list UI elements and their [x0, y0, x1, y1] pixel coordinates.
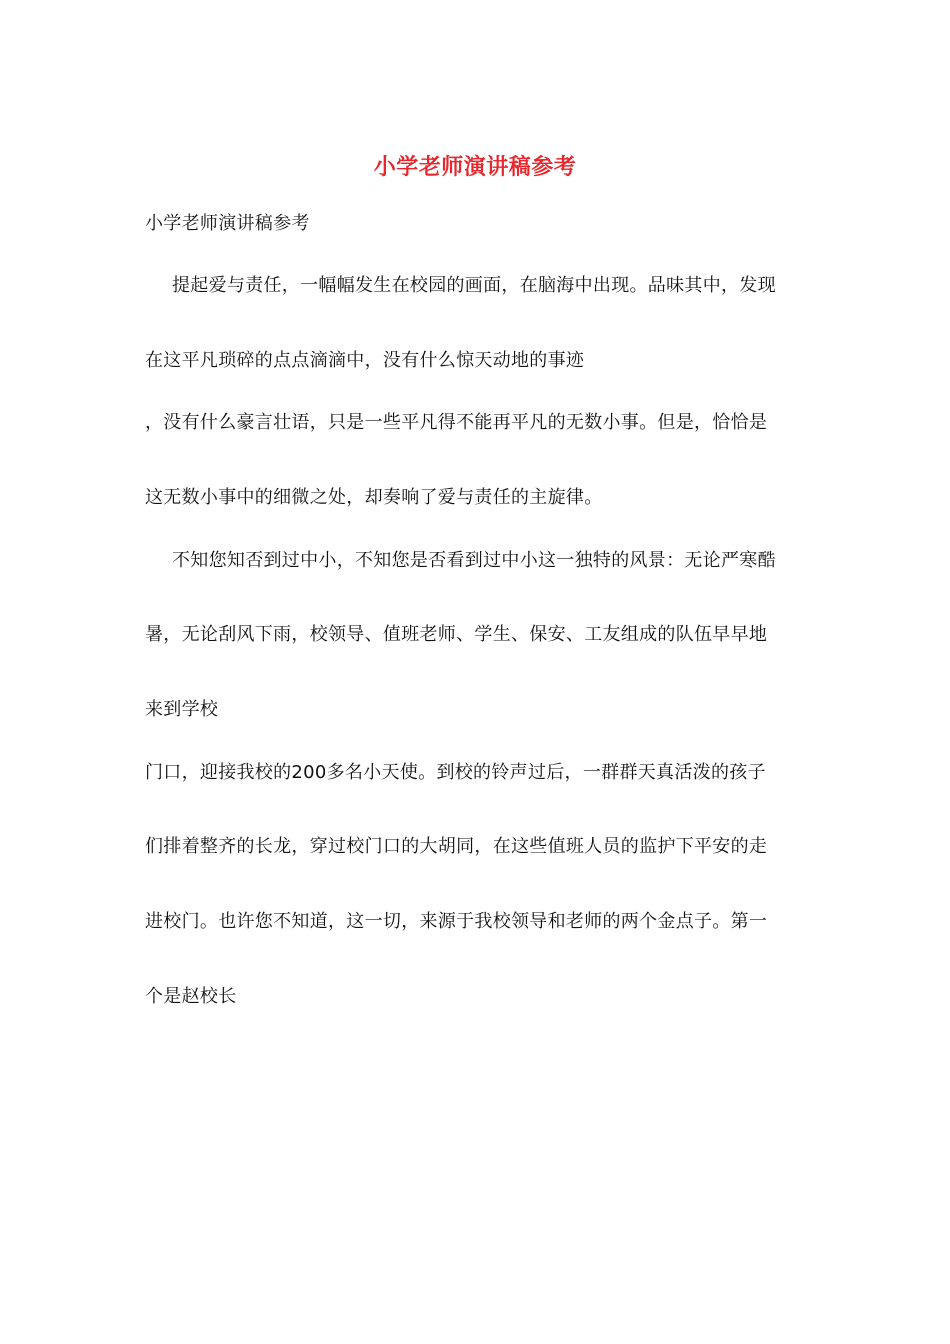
paragraph-line: 来到学校 [145, 699, 219, 720]
paragraph-line: 提起爱与责任，一幅幅发生在校园的画面，在脑海中出现。品味其中，发现 [172, 275, 776, 296]
paragraph-line: 们排着整齐的长龙，穿过校门口的大胡同，在这些值班人员的监护下平安的走 [145, 836, 768, 857]
paragraph-line: 在这平凡琐碎的点点滴滴中，没有什么惊天动地的事迹 [145, 350, 585, 371]
paragraph-line: 不知您知否到过中小，不知您是否看到过中小这一独特的风景：无论严寒酷 [172, 550, 776, 571]
document-title: 小学老师演讲稿参考 [373, 154, 577, 180]
document-subtitle: 小学老师演讲稿参考 [145, 213, 310, 234]
paragraph-line: ，没有什么豪言壮语，只是一些平凡得不能再平凡的无数小事。但是，恰恰是 [145, 412, 768, 433]
paragraph-line: 暑，无论刮风下雨，校领导、值班老师、学生、保安、工友组成的队伍早早地 [145, 624, 768, 645]
paragraph-line: 这无数小事中的细微之处，却奏响了爱与责任的主旋律。 [145, 487, 603, 508]
paragraph-line: 进校门。也许您不知道，这一切，来源于我校领导和老师的两个金点子。第一 [145, 911, 768, 932]
paragraph-line: 门口，迎接我校的200多名小天使。到校的铃声过后，一群群天真活泼的孩子 [145, 762, 766, 783]
paragraph-line: 个是赵校长 [145, 986, 237, 1007]
